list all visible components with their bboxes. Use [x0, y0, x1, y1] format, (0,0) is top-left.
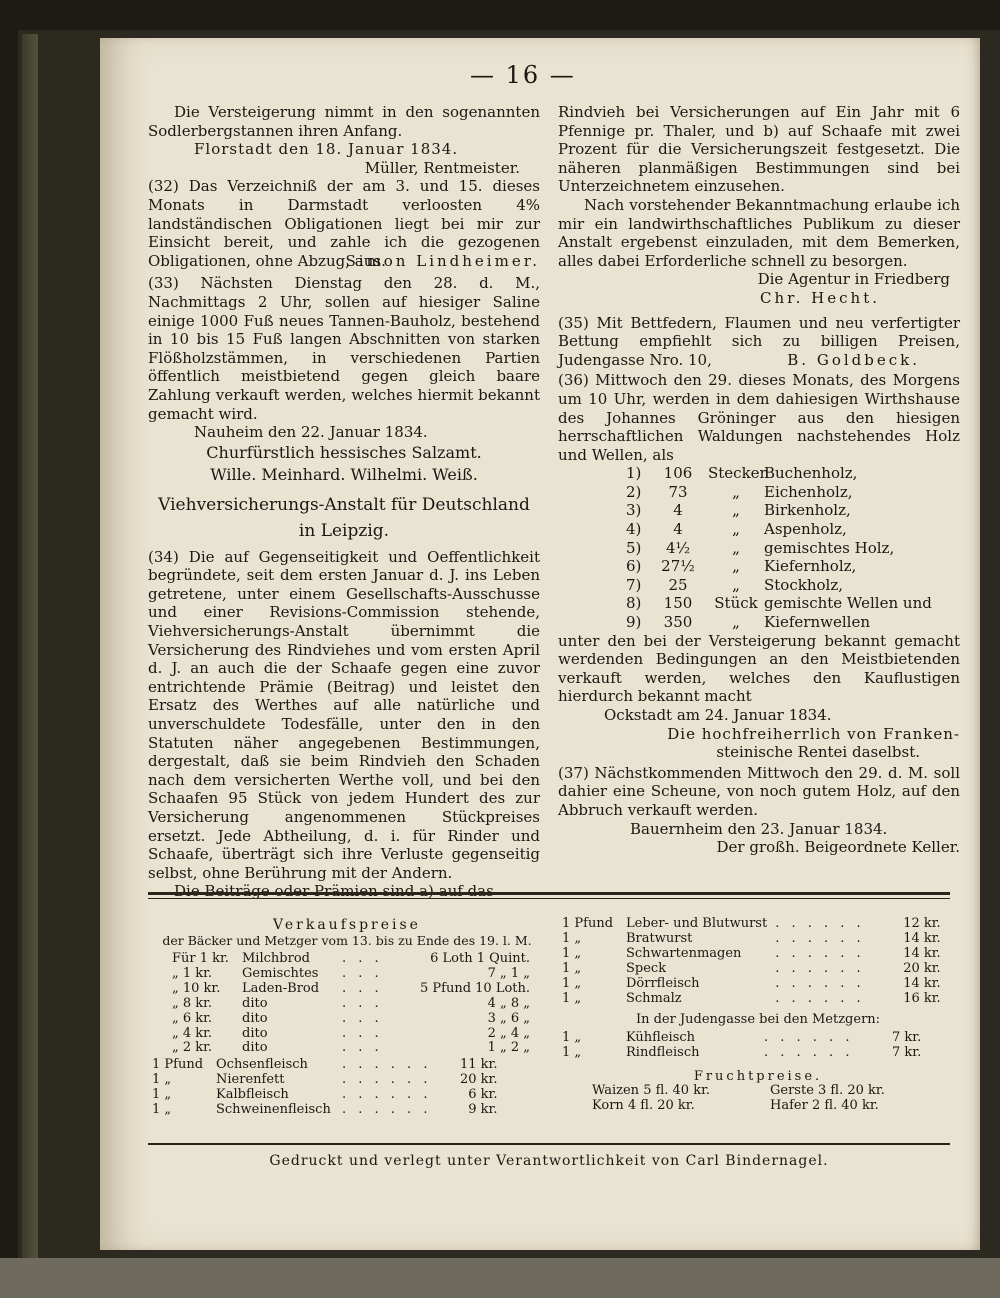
- price-quantity: 1 „: [562, 945, 582, 961]
- wood-item-unit: Stück: [714, 594, 758, 613]
- table-row: [168, 1012, 534, 1027]
- wood-item-unit: „: [732, 482, 740, 501]
- price-item: dito: [242, 1010, 268, 1026]
- wood-item-quantity: 350: [663, 613, 693, 632]
- price-quantity: „ 2 kr.: [172, 1040, 213, 1056]
- price-value: 7 kr.: [892, 1045, 922, 1061]
- right-column: [558, 103, 960, 857]
- price-item: Dörrfleisch: [626, 975, 700, 991]
- wood-item-name: Kiefernholz,: [764, 557, 857, 576]
- leader-dots: . . . . . .: [342, 1072, 432, 1088]
- table-row: [558, 977, 945, 992]
- wood-item-unit: „: [732, 501, 740, 520]
- table-row: [148, 1103, 501, 1118]
- wood-item-quantity: 25: [668, 575, 688, 594]
- price-value: 3 „ 6 „: [487, 1010, 531, 1026]
- price-value: 7 „ 1 „: [487, 965, 531, 981]
- wood-item-unit: „: [732, 557, 740, 576]
- notice-34-agency: Die Agentur in Friedberg: [757, 270, 950, 289]
- notice-35: (35) Mit Bettfedern, Flaumen und neu verfertigter Bettung empfiehlt sich zu billigen Preisen, Judengasse Nro. 10,: [558, 313, 960, 369]
- price-item: dito: [242, 995, 268, 1011]
- notice-36-place: Ockstadt am 24. Januar 1834.: [604, 706, 832, 724]
- leader-dots: . . .: [342, 1040, 383, 1056]
- notice-37: (37) Nächstkommenden Mittwoch den 29. d. M. soll dahier eine Scheune, von noch gutem Holz, auf den Abbruch verkauft werden.: [558, 763, 960, 819]
- wood-item-name: Eichenholz,: [764, 482, 853, 501]
- price-item: Rindfleisch: [626, 1045, 700, 1061]
- table-row: [588, 1099, 889, 1114]
- leader-dots: . . . . . .: [775, 930, 865, 946]
- insurance-heading: Viehversicherungs-Anstalt für Deutschland in Leipzig.: [158, 494, 530, 541]
- divider-top-thin: [148, 898, 950, 899]
- price-value: 11 kr.: [460, 1057, 498, 1073]
- price-quantity: „ 4 kr.: [172, 1025, 213, 1041]
- price-item: Ochsenfleisch: [216, 1057, 308, 1073]
- table-row: [168, 952, 534, 967]
- page-number: — 16 —: [470, 61, 576, 89]
- notice-place-date: Florstadt den 18. Januar 1834.: [194, 140, 459, 159]
- leader-dots: . . . . . .: [775, 916, 865, 931]
- leader-dots: . . . . . .: [342, 1102, 432, 1118]
- table-row: [148, 1058, 501, 1073]
- leader-dots: . . .: [342, 951, 383, 966]
- wood-list-item: [558, 576, 960, 595]
- wood-list: [558, 464, 960, 631]
- grain-price-left: Waizen 5 fl. 40 kr.: [592, 1083, 710, 1099]
- table-row: [558, 917, 945, 932]
- left-column: [148, 103, 540, 901]
- notice-37-place: Bauernheim den 23. Januar 1834.: [630, 819, 888, 838]
- price-item: Leber- und Blutwurst: [626, 916, 768, 931]
- price-value: 6 kr.: [468, 1087, 498, 1103]
- notice-auction-text: Die Versteigerung nimmt in den sogenannten Sodlerbergstannen ihren Anfang.: [148, 103, 540, 140]
- leader-dots: . . . . . .: [775, 945, 865, 961]
- price-quantity: 1 „: [152, 1102, 172, 1118]
- grain-price-right: Hafer 2 fl. 40 kr.: [770, 1098, 879, 1114]
- wood-list-item: [558, 613, 960, 632]
- divider-top: [148, 892, 950, 895]
- price-item: Laden-Brod: [242, 980, 320, 996]
- leader-dots: . . .: [342, 1025, 383, 1041]
- table-row: [558, 962, 945, 977]
- price-quantity: 1 „: [152, 1087, 172, 1103]
- wood-item-number: 3): [626, 501, 642, 520]
- price-quantity: 1 Pfund: [152, 1057, 204, 1073]
- meat-price-table-right: [558, 917, 945, 1006]
- meat-price-table-left: [148, 1058, 501, 1118]
- table-row: [558, 947, 945, 962]
- table-row: [558, 992, 945, 1007]
- notice-36-continued: unter den bei der Versteigerung bekannt gemacht werdenden Bedingungen an den Meistbietenden verkauft werden, welches den Kauflustigen hierdurch bekannt macht: [558, 631, 960, 706]
- notice-36: (36) Mittwoch den 29. dieses Monats, des Morgens um 10 Uhr, werden in dem dahiesigen Wirthshause des Johannes Gröninger aus den hiesigen herrschaftlichen Waldungen nachstehendes Holz und Wellen, als: [558, 371, 960, 464]
- wood-list-item: [558, 539, 960, 558]
- table-row: [168, 1027, 534, 1042]
- wood-item-quantity: 106: [663, 464, 693, 483]
- table-row: [168, 982, 534, 997]
- wood-item-unit: „: [732, 613, 740, 632]
- market-prices-left: [148, 917, 546, 1118]
- notice-33-place: Nauheim den 22. Januar 1834.: [194, 423, 428, 442]
- leader-dots: . . . . . .: [342, 1057, 432, 1073]
- leader-dots: . . . . . .: [775, 960, 865, 976]
- table-surface: [0, 1258, 1000, 1298]
- market-prices-right: [558, 917, 958, 1114]
- wood-item-name: gemischtes Holz,: [764, 538, 895, 557]
- price-item: Schweinenfleisch: [216, 1102, 331, 1118]
- price-value: 16 kr.: [903, 990, 941, 1006]
- market-subtitle: der Bäcker und Metzger vom 13. bis zu Ende des 19. l. M.: [162, 933, 532, 948]
- wood-item-quantity: 4: [673, 501, 683, 520]
- price-item: Kühfleisch: [626, 1030, 696, 1046]
- leader-dots: . . . . . .: [764, 1030, 854, 1046]
- notice-34-agent: Chr. Hecht.: [759, 288, 880, 307]
- grain-price-right: Gerste 3 fl. 20 kr.: [770, 1083, 885, 1099]
- wood-item-name: gemischte Wellen und: [764, 594, 932, 613]
- price-item: Nierenfett: [216, 1072, 285, 1088]
- price-quantity: 1 „: [562, 930, 582, 946]
- wood-list-item: [558, 594, 960, 613]
- price-quantity: Für 1 kr.: [172, 951, 229, 966]
- price-quantity: 1 „: [562, 960, 582, 976]
- wood-item-name: Stockholz,: [764, 575, 843, 594]
- table-row: [148, 1073, 501, 1088]
- wood-item-quantity: 4½: [665, 538, 691, 557]
- price-quantity: 1 Pfund: [562, 916, 614, 931]
- wood-item-unit: „: [732, 520, 740, 539]
- notice-33: (33) Nächsten Dienstag den 28. d. M., Nachmittags 2 Uhr, sollen auf hiesiger Saline einige 1000 Fuß neues Tannen-Bauholz, bestehend in 10 bis 15 Fuß langen Abschnitten von starken Flößholzstämmen, in verschiedenen Partien öffentlich meistbietend gegen gleich baare Zahlung verkauft werden, welches hiermit bekannt gemacht wird.: [148, 274, 540, 423]
- price-item: dito: [242, 1040, 268, 1056]
- notice-37-signature: Der großh. Beigeordnete Keller.: [716, 838, 960, 857]
- table-row: [588, 1084, 889, 1099]
- price-value: 1 „ 2 „: [487, 1040, 531, 1056]
- table-row: [558, 932, 945, 947]
- notice-34-invitation: Nach vorstehender Bekanntmachung erlaube ich mir ein landwirthschaftliches Publikum zu dieser Anstalt ergebenst einzuladen, mit dem Bemerken, alles dabei Erforderliche schnell zu besorgen.: [558, 195, 960, 270]
- wood-list-item: [558, 501, 960, 520]
- price-quantity: 1 „: [562, 1030, 582, 1046]
- leader-dots: . . . . . .: [775, 990, 865, 1006]
- notice-32: (32) Das Verzeichniß der am 3. und 15. dieses Monats in Darmstadt verloosten 4% landständischen Obligationen liegt bei mir zur Einsicht bereit, und zahle ich die gezogenen Obligationen, ohne Abzug, aus.: [148, 177, 540, 270]
- wood-list-item: [558, 557, 960, 576]
- price-value: 14 kr.: [903, 945, 941, 961]
- price-quantity: „ 1 kr.: [172, 965, 213, 981]
- grain-price-table: [588, 1084, 889, 1114]
- notice-33-signature: Wille. Meinhard. Wilhelmi. Weiß.: [210, 464, 478, 484]
- leader-dots: . . .: [342, 1010, 383, 1026]
- table-row: [168, 997, 534, 1012]
- jew-street-meat-table: [558, 1031, 925, 1061]
- notice-36-sig-line2: steinische Rentei daselbst.: [716, 743, 920, 762]
- leader-dots: . . . . . .: [342, 1087, 432, 1103]
- price-quantity: 1 „: [562, 975, 582, 991]
- wood-item-name: Kiefernwellen: [764, 613, 870, 632]
- wood-list-item: [558, 464, 960, 483]
- divider-bottom: [148, 1143, 950, 1145]
- wood-item-number: 5): [626, 538, 642, 557]
- price-quantity: 1 „: [562, 1045, 582, 1061]
- wood-item-number: 9): [626, 613, 642, 632]
- wood-item-number: 4): [626, 520, 642, 539]
- leader-dots: . . . . . .: [775, 975, 865, 991]
- price-item: Bratwurst: [626, 930, 693, 946]
- notice-32-signature: Simon Lindheimer.: [345, 251, 540, 270]
- price-item: dito: [242, 1025, 268, 1041]
- wood-item-quantity: 150: [663, 594, 693, 613]
- notice-34-tail: Rindvieh bei Versicherungen auf Ein Jahr mit 6 Pfennige pr. Thaler, und b) auf Schaafe mit zwei Prozent für die Versicherungszeit festgesetzt. Die näheren planmäßigen Bestimmungen sind bei Unterzeichnetem einzusehen.: [558, 103, 960, 196]
- wood-item-number: 1): [626, 464, 642, 483]
- price-value: 12 kr.: [903, 916, 941, 931]
- jew-street-heading: In der Judengasse bei den Metzgern:: [635, 1012, 881, 1028]
- wood-item-name: Buchenholz,: [764, 464, 858, 483]
- leader-dots: . . .: [342, 995, 383, 1011]
- notice-34: (34) Die auf Gegenseitigkeit und Oeffentlichkeit begründete, seit dem ersten Januar d. J. ins Leben getretene, unter einem Gesellschafts-Ausschusse und einer Revisions-Commission stehende, Viehversicherungs-Anstalt übernimmt die Versicherung des Rindviehes und vom ersten April d. J. an auch die der Schaafe gegen eine zuvor entrichtende Prämie (Beitrag) und leistet den Ersatz des Werthes auf alle natürliche und unverschuldete Todesfälle, unter den in den Statuten näher angegebenen Bestimmungen, dergestalt, daß sie beim Rindvieh den Schaden nach dem versicherten Werthe voll, und bei den Schaafen 95 Stück von jedem Hundert des zur Versicherung angenommenen Stückpreises ersetzt. Jede Abtheilung, d. i. für Rinder und Schaafe, überträgt sich ihre Verluste gegenseitig selbst, ohne Berührung mit der Andern.: [148, 547, 540, 882]
- wood-item-unit: „: [732, 575, 740, 594]
- notice-35-signature: B. Goldbeck.: [787, 350, 920, 369]
- table-row: [168, 967, 534, 982]
- price-value: 20 kr.: [903, 960, 941, 976]
- price-value: 7 kr.: [892, 1030, 922, 1046]
- table-row: [148, 1088, 501, 1103]
- wood-item-number: 7): [626, 575, 642, 594]
- price-quantity: „ 10 kr.: [172, 980, 221, 996]
- price-item: Schmalz: [626, 990, 682, 1006]
- price-value: 5 Pfund 10 Loth.: [420, 980, 531, 996]
- price-item: Gemischtes: [242, 965, 319, 981]
- price-quantity: „ 6 kr.: [172, 1010, 213, 1026]
- price-quantity: 1 „: [562, 990, 582, 1006]
- wood-item-name: Aspenholz,: [764, 520, 847, 539]
- price-item: Kalbfleisch: [216, 1087, 289, 1103]
- price-item: Milchbrod: [242, 951, 310, 966]
- wood-item-number: 2): [626, 482, 642, 501]
- wood-item-name: Birkenholz,: [764, 501, 851, 520]
- table-row: [558, 1046, 925, 1061]
- wood-item-number: 6): [626, 557, 642, 576]
- book-spine: [22, 34, 38, 1296]
- wood-list-item: [558, 520, 960, 539]
- price-item: Speck: [626, 960, 667, 976]
- notice-36-sig-line1: Die hochfreiherrlich von Franken-: [667, 724, 960, 743]
- price-quantity: „ 8 kr.: [172, 995, 213, 1011]
- bread-price-table: [168, 952, 534, 1056]
- wood-item-number: 8): [626, 594, 642, 613]
- grain-title: Fruchtpreise.: [693, 1069, 823, 1085]
- wood-item-quantity: 27½: [661, 557, 695, 576]
- price-value: 9 kr.: [468, 1102, 498, 1118]
- market-title: Verkaufspreise: [273, 917, 421, 933]
- wood-item-unit: Stecken: [708, 464, 770, 483]
- price-value: 6 Loth 1 Quint.: [430, 951, 531, 966]
- table-row: [558, 1031, 925, 1046]
- imprint: Gedruckt und verlegt unter Verantwortlichkeit von Carl Bindernagel.: [269, 1153, 829, 1169]
- price-value: 20 kr.: [460, 1072, 498, 1088]
- price-quantity: 1 „: [152, 1072, 172, 1088]
- wood-item-quantity: 73: [668, 482, 688, 501]
- price-value: 14 kr.: [903, 930, 941, 946]
- grain-price-left: Korn 4 fl. 20 kr.: [592, 1098, 695, 1114]
- wood-item-quantity: 4: [673, 520, 683, 539]
- notice-signature: Müller, Rentmeister.: [364, 158, 520, 177]
- table-row: [168, 1041, 534, 1056]
- wood-list-item: [558, 483, 960, 502]
- wood-item-unit: „: [732, 538, 740, 557]
- price-value: 14 kr.: [903, 975, 941, 991]
- price-item: Schwartenmagen: [626, 945, 742, 961]
- price-value: 4 „ 8 „: [487, 995, 531, 1011]
- leader-dots: . . . . . .: [764, 1045, 854, 1061]
- price-value: 2 „ 4 „: [487, 1025, 531, 1041]
- leader-dots: . . .: [342, 980, 383, 996]
- leader-dots: . . .: [342, 965, 383, 981]
- notice-33-office: Churfürstlich hessisches Salzamt.: [206, 442, 482, 462]
